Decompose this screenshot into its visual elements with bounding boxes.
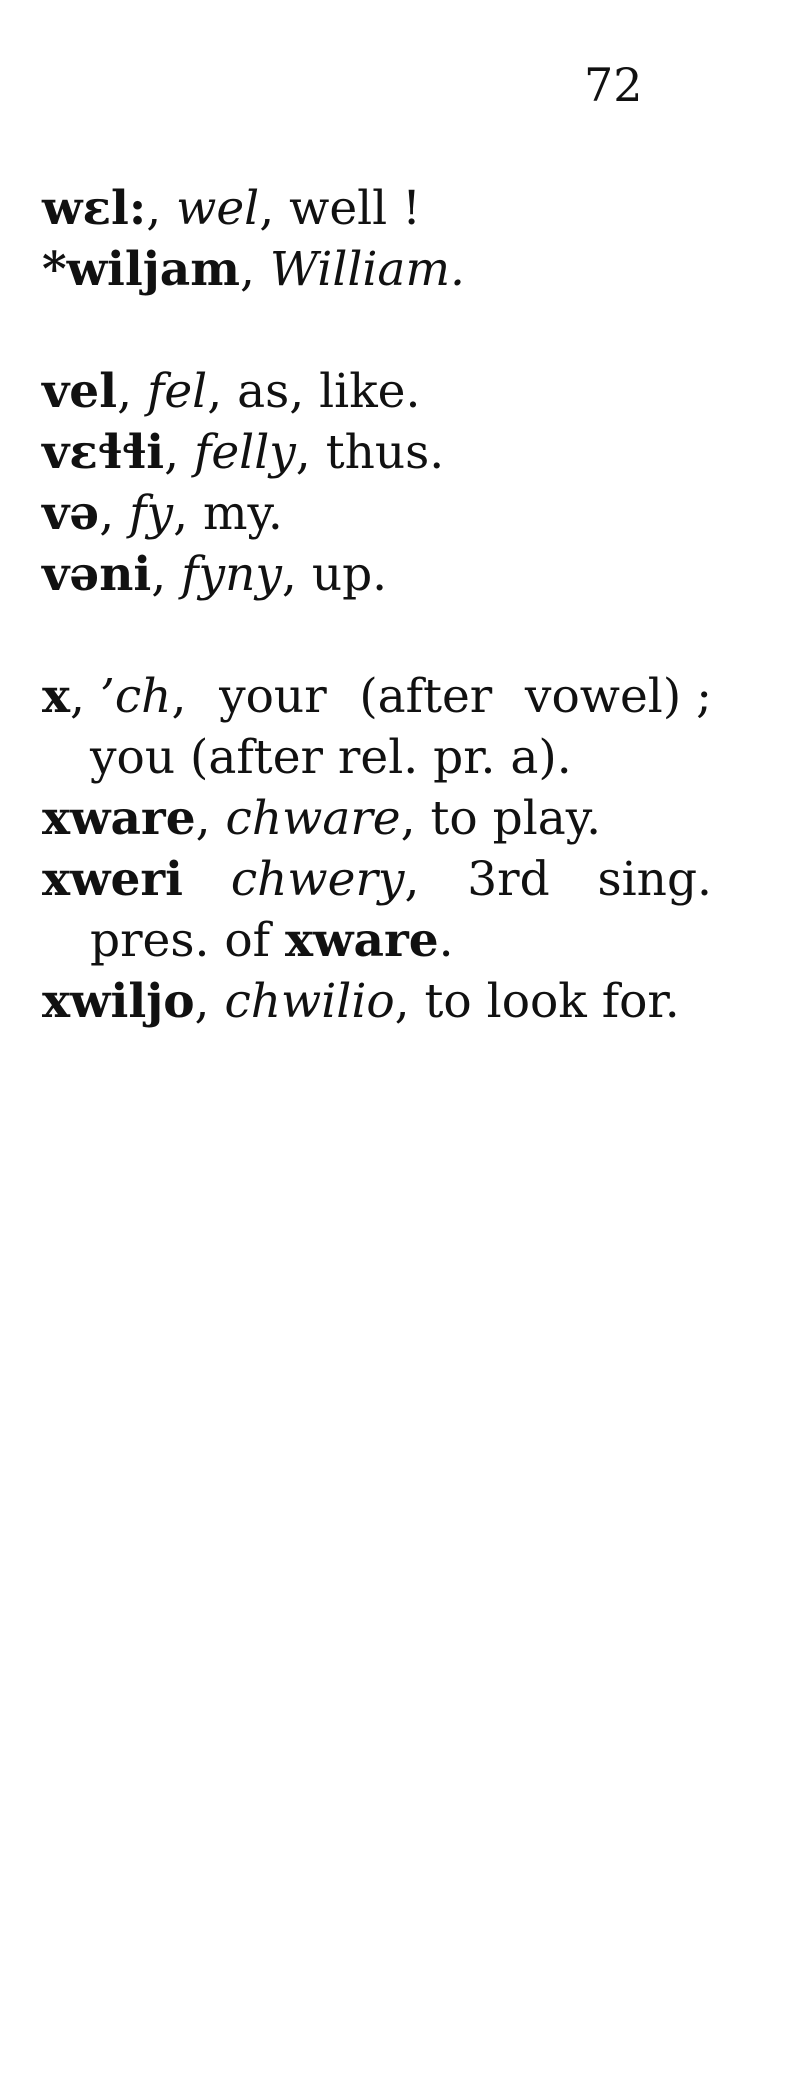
welsh-word: chware [225,791,401,846]
gloss-continuation: you (after rel. pr. a). [90,730,572,785]
gloss-continuation [42,910,712,971]
headword: *wiljam [42,242,240,297]
entry-wiljam: *wiljam, William. [42,242,465,297]
entry-line: x, ’ch, your (after vowel) ; [42,666,712,727]
headword: xweri [42,852,183,907]
entry-vo: və, fy, my. [42,486,283,541]
entry-xwiljo: xwiljo, chwilio, to look for. [42,974,680,1029]
entry-xweri [42,849,712,971]
gloss-word: ; [696,669,712,724]
headword: xwiljo [42,974,195,1029]
headword: vel [42,364,118,419]
entry-xware: xware, chware, to play. [42,791,602,846]
welsh-word: fy [129,486,174,541]
spacer [42,605,712,666]
welsh-word: fel [146,364,208,419]
headword: və [42,486,100,541]
headword: xware [42,791,196,846]
welsh-word: fyny [181,547,282,602]
welsh-word: ’ch [99,669,172,724]
headword: vəni [42,547,152,602]
gloss: as, like. [237,364,421,419]
entry-vel: vel, fel, as, like. [42,364,421,419]
headword: x [42,669,71,724]
gloss: thus. [325,425,445,480]
page-number: 72 [584,58,643,112]
gloss: my. [202,486,283,541]
welsh-word: William. [269,242,465,297]
gloss: up. [311,547,388,602]
entry-vedi: vɛɬɬi, felly, thus. [42,425,445,480]
gloss-text: . [438,913,454,968]
glossary [42,178,712,1032]
headword: vɛɬɬi [42,425,165,480]
gloss-word: your [219,669,327,724]
gloss-text: pres. of [90,913,271,968]
gloss: to look for. [424,974,680,1029]
spacer [42,300,712,361]
welsh-word: wel [176,181,260,236]
gloss-word: vowel) [524,669,682,724]
cross-reference: xware [285,913,439,968]
gloss: well ! [289,181,422,236]
welsh-word: chwery [230,852,405,907]
entry-wel: wɛl:, wel, well ! [42,181,422,236]
headword: wɛl: [42,181,147,236]
welsh-word: chwilio [224,974,395,1029]
gloss-word: (after [359,669,493,724]
gloss-word: sing. [597,852,712,907]
entry-x [42,666,712,788]
entry-voni: vəni, fyny, up. [42,547,388,602]
entry-line: xweri chwery, 3rd sing. [42,849,712,910]
gloss-word: 3rd [467,852,550,907]
gloss: to play. [430,791,602,846]
welsh-word: felly [193,425,296,480]
